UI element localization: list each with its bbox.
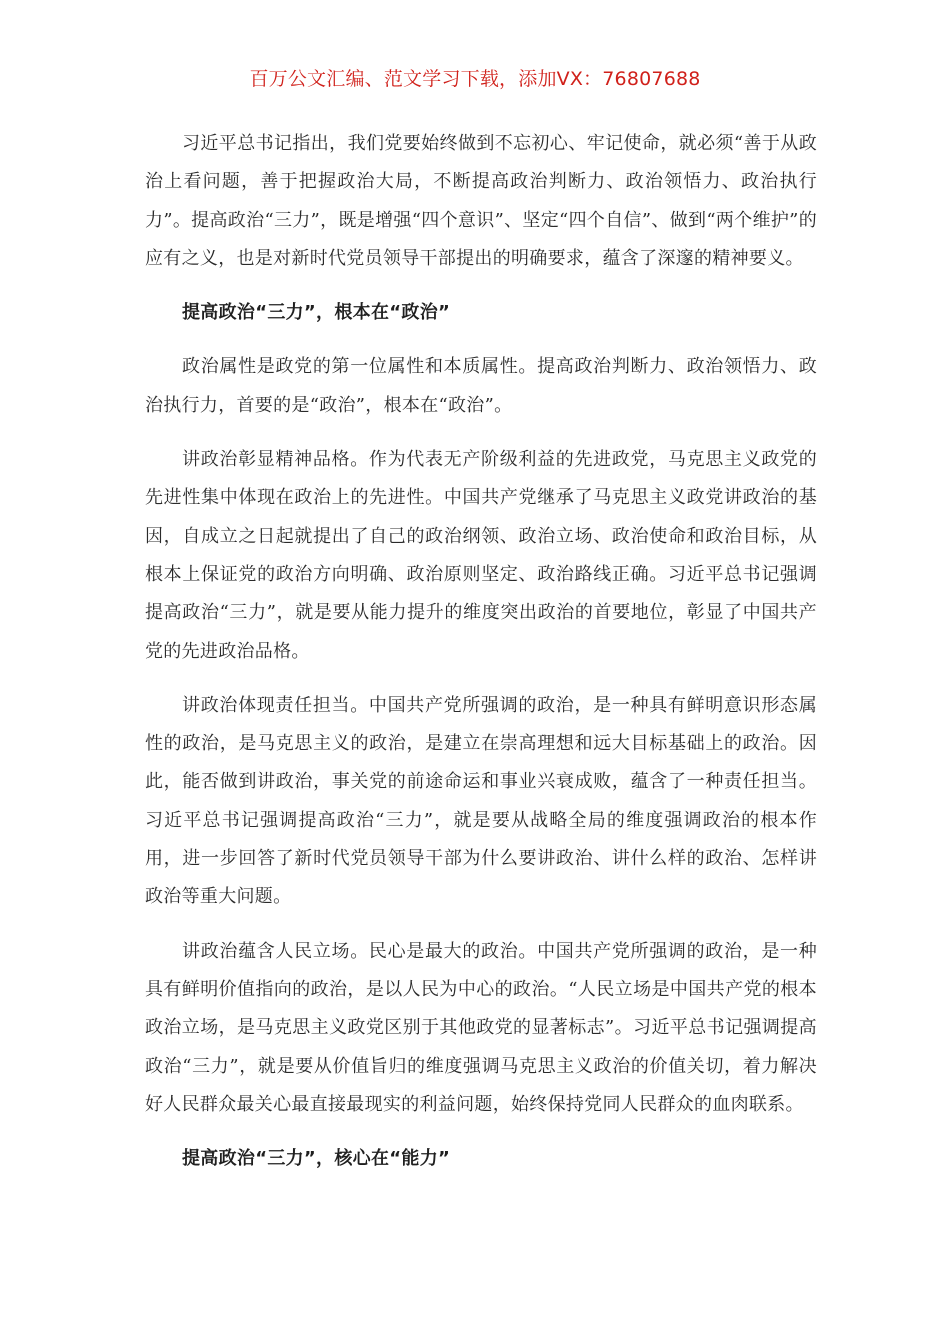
article-body — [145, 125, 817, 1194]
paragraph-political-attribute: 政治属性是政党的第一位属性和本质属性。提高政治判断力、政治领悟力、政治执行力，首要的是“政治”，根本在“政治”。 — [145, 356, 817, 416]
paragraph-people-stance: 讲政治蕴含人民立场。民心是最大的政治。中国共产党所强调的政治，是一种具有鲜明价值指向的政治，是以人民为中心的政治。“人民立场是中国共产党的根本政治立场，是马克思主义政党区别于其他政党的显著标志”。习近平总书记强调提高政治“三力”，就是要从价值旨归的维度强调马克思主义政治的价值关切，着力解决好人民群众最关心最直接最现实的利益问题，始终保持党同人民群众的血肉联系。 — [145, 940, 817, 1115]
section-heading-politics: 提高政治“三力”，根本在“政治” — [182, 302, 451, 324]
paragraph-responsibility: 讲政治体现责任担当。中国共产党所强调的政治，是一种具有鲜明意识形态属性的政治，是马克思主义的政治，是建立在崇高理想和远大目标基础上的政治。因此，能否做到讲政治，事关党的前途命运和事业兴衰成败，蕴含了一种责任担当。习近平总书记强调提高政治“三力”，就是要从战略全局的维度强调政治的根本作用，进一步回答了新时代党员领导干部为什么要讲政治、讲什么样的政治、怎样讲政治等重大问题。 — [145, 694, 817, 908]
section-heading-ability: 提高政治“三力”，核心在“能力” — [182, 1148, 451, 1170]
paragraph-intro: 习近平总书记指出，我们党要始终做到不忘初心、牢记使命，就必须“善于从政治上看问题，善于把握政治大局，不断提高政治判断力、政治领悟力、政治执行力”。提高政治“三力”，既是增强“四个意识”、坚定“四个自信”、做到“两个维护”的应有之义，也是对新时代党员领导干部提出的明确要求，蕴含了深邃的精神要义。 — [145, 133, 817, 269]
watermark-banner: 百万公文汇编、范文学习下载，添加VX：76807688 — [249, 68, 701, 90]
paragraph-spiritual-character: 讲政治彰显精神品格。作为代表无产阶级利益的先进政党，马克思主义政党的先进性集中体现在政治上的先进性。中国共产党继承了马克思主义政党讲政治的基因，自成立之日起就提出了自己的政治纲领、政治立场、政治使命和政治目标，从根本上保证党的政治方向明确、政治原则坚定、政治路线正确。习近平总书记强调提高政治“三力”，就是要从能力提升的维度突出政治的首要地位，彰显了中国共产党的先进政治品格。 — [145, 449, 817, 662]
